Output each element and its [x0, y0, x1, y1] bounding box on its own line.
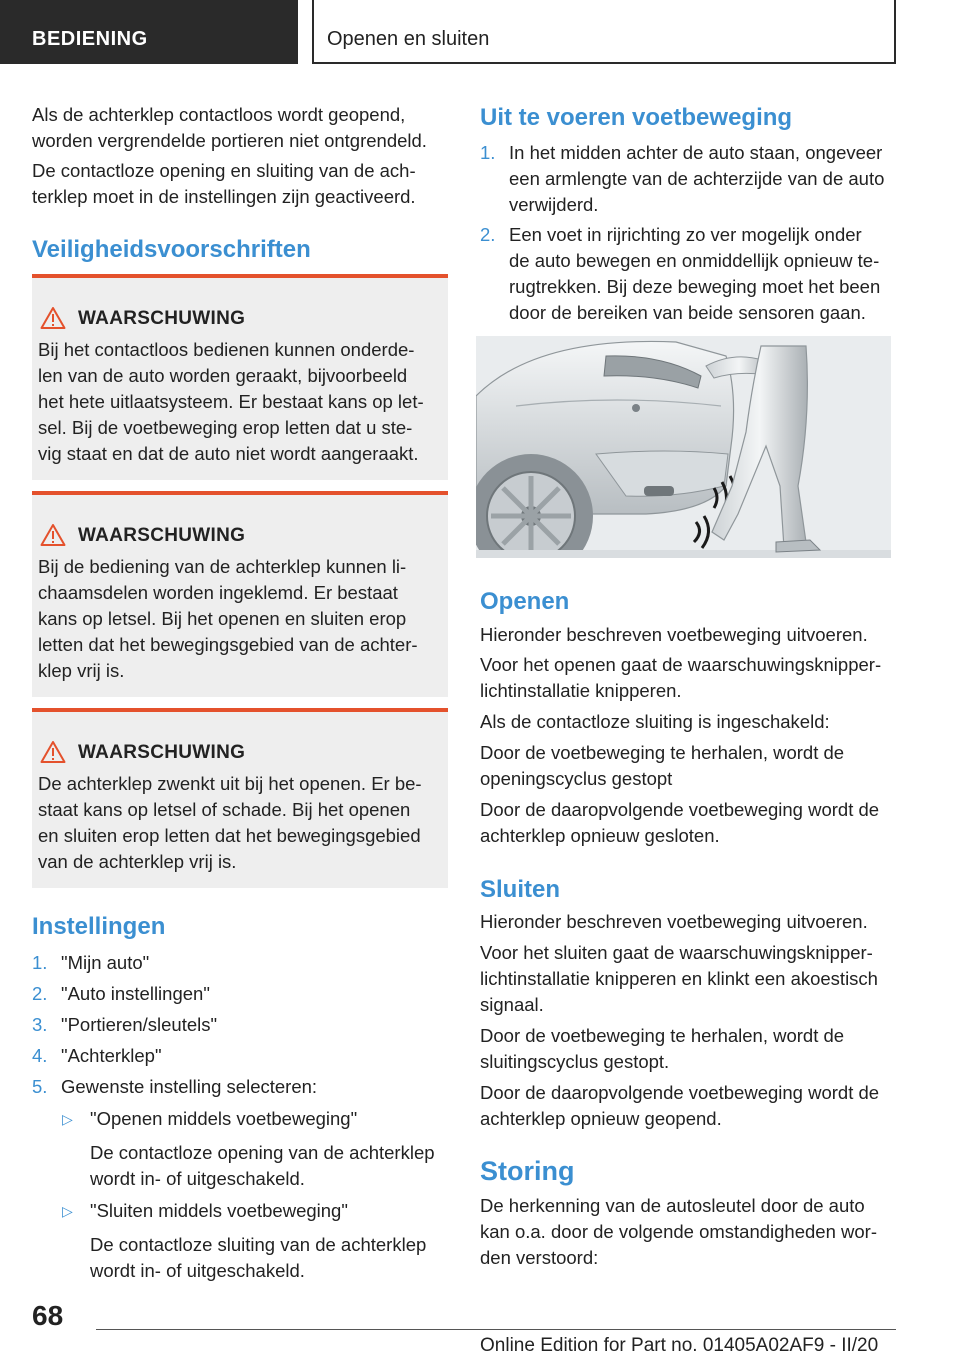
warning-text — [38, 771, 422, 875]
warning-title: WAARSCHUWING — [78, 525, 246, 546]
step-line: Een voet in rijrichting zo ver mogelijk onder — [509, 224, 862, 245]
step-number: 3. — [32, 1014, 48, 1035]
step-text: Gewenste instelling selecteren: — [61, 1076, 318, 1097]
open-line: achterklep opnieuw gesloten. — [480, 825, 720, 846]
open-line: lichtinstallatie knipperen. — [480, 680, 682, 701]
warning-line: len van de auto worden geraakt, bijvoorbeeld — [38, 365, 408, 386]
section-title: BEDIENING — [32, 28, 148, 50]
option-desc-line: wordt in- of uitgeschakeld. — [90, 1168, 305, 1189]
option-desc-line: wordt in- of uitgeschakeld. — [90, 1260, 305, 1281]
option-desc-line: De contactloze sluiting van de achterklep — [90, 1234, 427, 1255]
warning-triangle-icon — [40, 523, 66, 547]
triangle-bullet-icon: ▷ — [62, 1203, 73, 1219]
fault-heading: Storing — [480, 1156, 575, 1186]
step-line: een armlengte van de achterzijde van de auto — [509, 168, 885, 189]
step-number: 4. — [32, 1045, 48, 1066]
close-heading: Sluiten — [480, 876, 561, 903]
step-number: 2. — [480, 224, 496, 245]
warning-line: Bij het contactloos bedienen kunnen onderde‐ — [38, 339, 415, 360]
close-line: achterklep opnieuw geopend. — [480, 1108, 722, 1129]
close-line: signaal. — [480, 994, 544, 1015]
warning-line: klep vrij is. — [38, 660, 125, 681]
option-label: "Sluiten middels voetbeweging" — [90, 1200, 348, 1221]
step-line: rugtrekken. Bij deze beweging moet het been — [509, 276, 881, 297]
open-line: Voor het openen gaat de waarschuwingsknipper‐ — [480, 654, 882, 675]
open-line: openingscyclus gestopt — [480, 768, 673, 789]
foot-movement-heading: Uit te voeren voetbeweging — [480, 104, 793, 131]
close-line: Door de daaropvolgende voetbeweging wordt de — [480, 1082, 880, 1103]
step-text: "Achterklep" — [61, 1045, 162, 1066]
chapter-tab — [312, 0, 896, 64]
section-tab — [0, 0, 298, 64]
warning-title: WAARSCHUWING — [78, 742, 246, 763]
option-label: "Openen middels voetbeweging" — [90, 1108, 358, 1129]
intro-line: worden vergrendelde portieren niet ontgrendeld. — [32, 130, 427, 151]
warning-header — [32, 740, 448, 770]
chapter-title: Openen en sluiten — [327, 28, 490, 50]
warning-line: sel. Bij de voetbeweging erop letten dat u ste‐ — [38, 417, 413, 438]
warning-line: en sluiten erop letten dat het bewegingsgebied — [38, 825, 421, 846]
warning-box — [32, 708, 448, 888]
fault-line: kan o.a. door de volgende omstandigheden wor‐ — [480, 1221, 877, 1242]
close-line: sluitingscyclus gestopt. — [480, 1051, 670, 1072]
open-line: Door de voetbeweging te herhalen, wordt de — [480, 742, 845, 763]
safety-heading: Veiligheidsvoorschriften — [32, 236, 311, 263]
footer-divider — [96, 1329, 896, 1330]
warning-box — [32, 491, 448, 697]
close-line: Door de voetbeweging te herhalen, wordt de — [480, 1025, 845, 1046]
warning-box — [32, 274, 448, 480]
warning-header — [32, 306, 448, 336]
step-number: 2. — [32, 983, 48, 1004]
foot-gesture-illustration — [476, 336, 891, 558]
warning-line: De achterklep zwenkt uit bij het openen. Er be‐ — [38, 773, 422, 794]
fault-line: den verstoord: — [480, 1247, 599, 1268]
car-rear-figure-image — [476, 336, 891, 558]
option-desc-line: De contactloze opening van de achterklep — [90, 1142, 435, 1163]
warning-text — [38, 554, 418, 684]
warning-line: van de achterklep vrij is. — [38, 851, 237, 872]
fault-line: De herkenning van de autosleutel door de auto — [480, 1195, 865, 1216]
warning-line: kans op letsel. Bij het openen en sluiten erop — [38, 608, 407, 629]
warning-line: het hete uitlaatsysteem. Er bestaat kans op let‐ — [38, 391, 424, 412]
step-line: In het midden achter de auto staan, ongeveer — [509, 142, 883, 163]
close-line: Voor het sluiten gaat de waarschuwingsknipper‐ — [480, 942, 873, 963]
settings-heading: Instellingen — [32, 913, 166, 940]
step-line: verwijderd. — [509, 194, 599, 215]
warning-line: chaamsdelen worden ingeklemd. Er bestaat — [38, 582, 398, 603]
step-line: door de bereiken van beide sensoren gaan. — [509, 302, 866, 323]
intro-line: Als de achterklep contactloos wordt geopend, — [32, 104, 406, 125]
open-line: Door de daaropvolgende voetbeweging wordt de — [480, 799, 880, 820]
warning-title: WAARSCHUWING — [78, 308, 246, 329]
open-line: Als de contactloze sluiting is ingeschakeld: — [480, 711, 830, 732]
triangle-bullet-icon: ▷ — [62, 1111, 73, 1127]
intro-line: De contactloze opening en sluiting van de ach‐ — [32, 160, 416, 181]
warning-triangle-icon — [40, 306, 66, 330]
open-heading: Openen — [480, 588, 570, 615]
open-line: Hieronder beschreven voetbeweging uitvoeren. — [480, 624, 868, 645]
warning-triangle-icon — [40, 740, 66, 764]
warning-header — [32, 523, 448, 553]
footer-edition: Online Edition for Part no. 01405A02AF9 - II/20 — [480, 1335, 879, 1356]
warning-line: letten dat het bewegingsgebied van de achter‐ — [38, 634, 418, 655]
step-number: 5. — [32, 1076, 48, 1097]
step-text: "Auto instellingen" — [61, 983, 210, 1004]
step-text: "Portieren/sleutels" — [61, 1014, 218, 1035]
warning-line: staat kans op letsel of schade. Bij het openen — [38, 799, 411, 820]
close-line: lichtinstallatie knipperen en klinkt een akoestisch — [480, 968, 878, 989]
step-number: 1. — [32, 952, 48, 973]
page-number: 68 — [32, 1300, 64, 1331]
intro-line: terklep moet in de instellingen zijn geactiveerd. — [32, 186, 416, 207]
step-number: 1. — [480, 142, 496, 163]
warning-text — [38, 337, 424, 467]
warning-line: Bij de bediening van de achterklep kunnen li‐ — [38, 556, 407, 577]
step-text: "Mijn auto" — [61, 952, 150, 973]
step-line: de auto bewegen en onmiddellijk opnieuw te‐ — [509, 250, 880, 271]
close-line: Hieronder beschreven voetbeweging uitvoeren. — [480, 911, 868, 932]
warning-line: vig staat en dat de auto niet wordt aangeraakt. — [38, 443, 419, 464]
